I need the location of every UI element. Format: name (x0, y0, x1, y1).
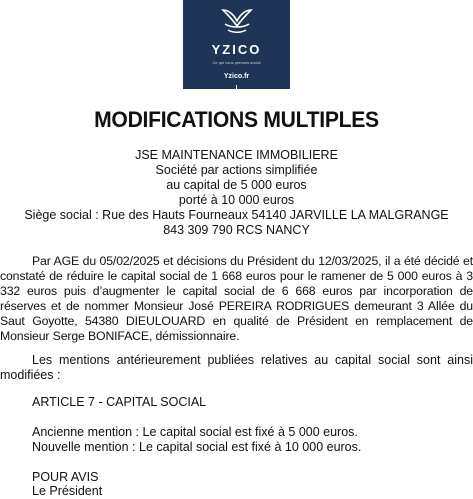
signatory: Le Président (32, 484, 103, 498)
company-rcs: 843 309 790 RCS NANCY (163, 223, 310, 237)
logo-name: YZICO (211, 42, 262, 57)
yzico-logo (183, 0, 290, 89)
logo-site-link[interactable]: Yzico.fr (223, 73, 250, 80)
logo-tick (236, 85, 237, 89)
mentions-paragraph: Les mentions antérieurement publiées relatives au capital social sont ainsi modifiées : (0, 353, 473, 382)
old-mention: Ancienne mention : Le capital social est fixé à 5 000 euros. (32, 425, 358, 439)
logo-tagline: Ce qui vous prenons social (212, 60, 261, 65)
company-header (0, 148, 473, 238)
company-capital-old: au capital de 5 000 euros (166, 178, 307, 192)
company-name: JSE MAINTENANCE IMMOBILIERE (135, 148, 338, 162)
closing-text: POUR AVIS (32, 470, 99, 484)
company-form: Société par actions simplifiée (155, 163, 318, 177)
new-mention: Nouvelle mention : Le capital social est fixé à 10 000 euros. (32, 440, 362, 454)
yzico-wing-logo-icon (219, 6, 255, 36)
company-address: Siège social : Rue des Hauts Fourneaux 54140 JARVILLE LA MALGRANGE (24, 208, 449, 222)
company-capital-new: porté à 10 000 euros (178, 193, 295, 207)
page-title: MODIFICATIONS MULTIPLES (94, 107, 379, 132)
article-heading: ARTICLE 7 - CAPITAL SOCIAL (32, 395, 207, 409)
decision-paragraph: Par AGE du 05/02/2025 et décisions du Président du 12/03/2025, il a été décidé et constaté de réduire le capital social de 1 668 euros pour le ramener de 5 000 euros à 3 332 euros puis d’augmenter le capital social de 6 668 euros par incorporation de réserves et de nommer Monsieur José PEREIRA RODRIGUES demeurant 3 Allée du Saut Goyotte, 54380 DIEULOUARD en qualité de Président en remplacement de Monsieur Serge BONIFACE, démissionnaire. (0, 254, 473, 343)
